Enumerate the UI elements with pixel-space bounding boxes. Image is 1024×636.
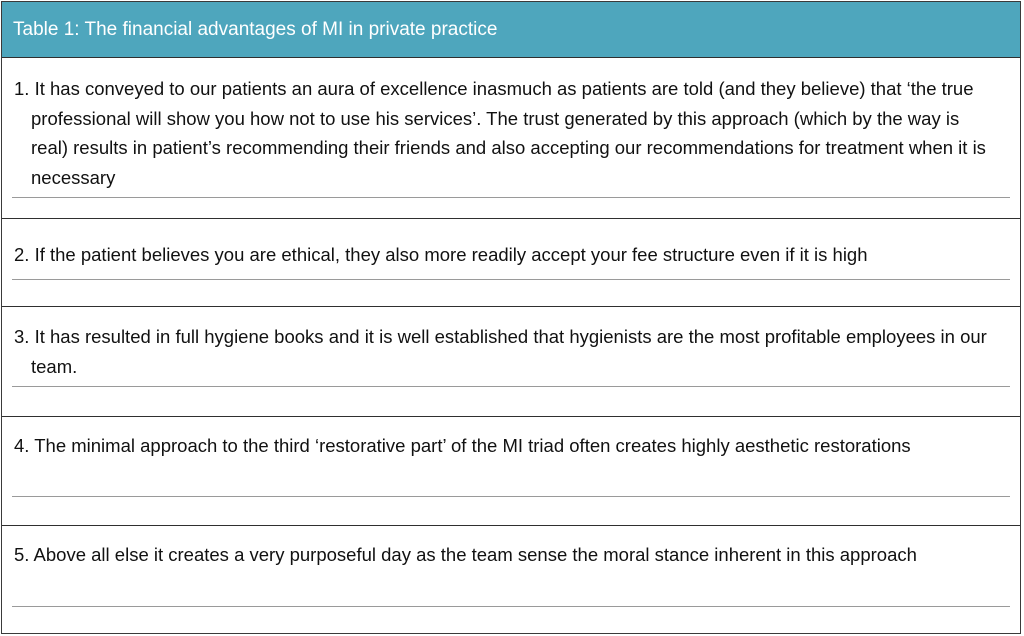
table-row (2, 219, 1020, 307)
row-divider (12, 197, 1010, 198)
row-text-2: 2. If the patient believes you are ethical, they also more readily accept your fee structure even if it is high (14, 244, 868, 265)
row-divider (12, 496, 1010, 497)
row-divider (12, 386, 1010, 387)
row-text-5: 5. Above all else it creates a very purposeful day as the team sense the moral stance inherent in this approach (14, 544, 917, 565)
row-text-4: 4. The minimal approach to the third ‘restorative part’ of the MI triad often creates highly aesthetic restorations (14, 435, 911, 456)
table-row (2, 307, 1020, 417)
row-text-3: 3. It has resulted in full hygiene books and it is well established that hygienists are the most profitable employees in our team. (14, 326, 987, 377)
table-row (2, 526, 1020, 634)
financial-advantages-table (1, 1, 1021, 634)
table-title: Table 1: The financial advantages of MI in private practice (2, 2, 1020, 58)
table-row (2, 58, 1020, 219)
row-divider (12, 606, 1010, 607)
table-row (2, 417, 1020, 526)
row-text-1: 1. It has conveyed to our patients an aura of excellence inasmuch as patients are told (and they believe) that ‘the true professional will show you how not to use his services’. The trust generated by this approach (which by the way is real) results in patient’s recommending their friends and also accepting our recommendations for treatment when it is necessary (14, 78, 986, 188)
row-divider (12, 279, 1010, 280)
